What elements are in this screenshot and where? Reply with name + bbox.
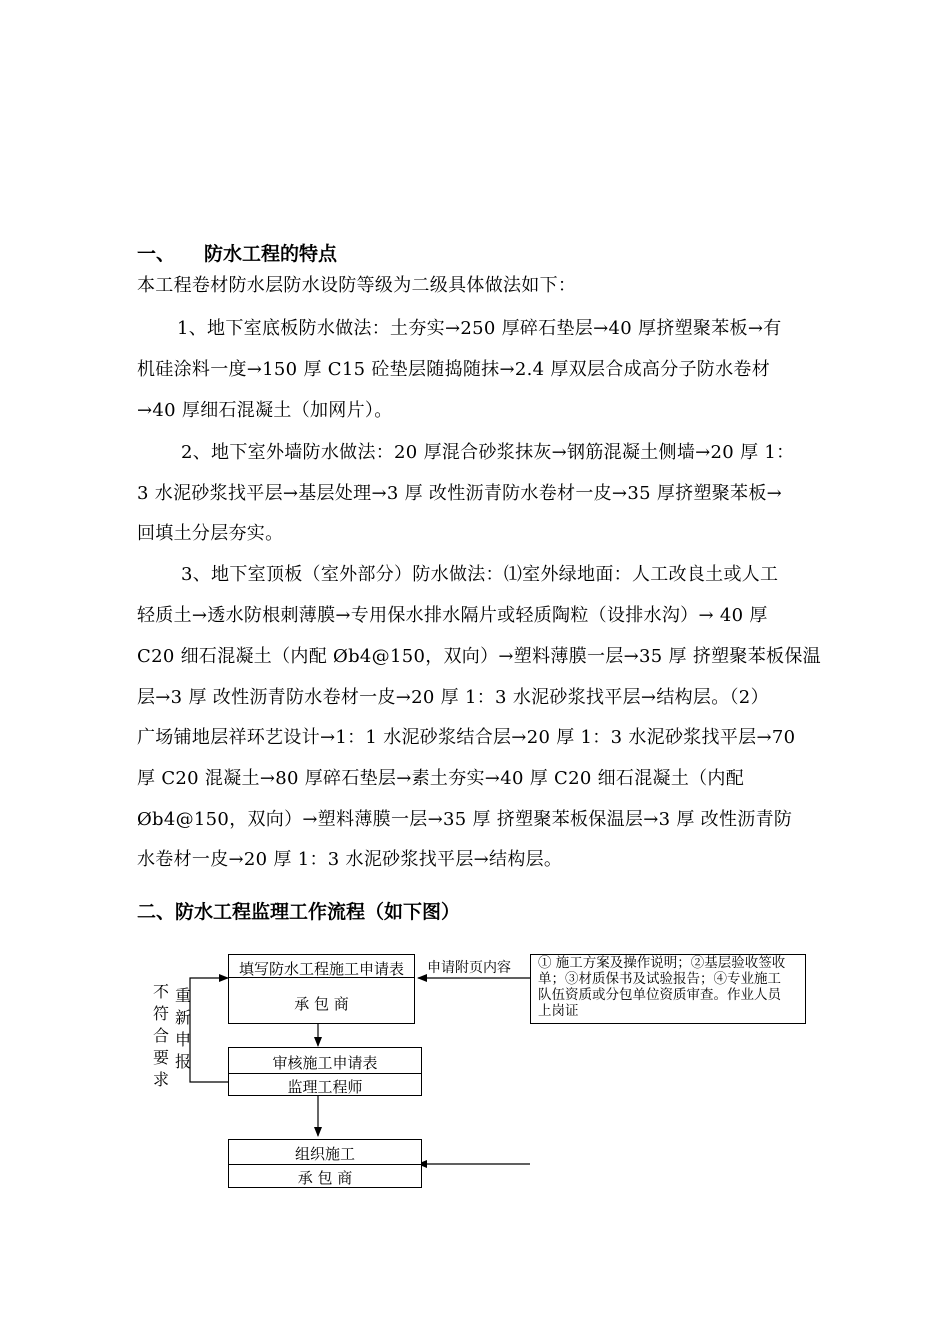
item3-line: 水卷材一皮→20 厚 1：3 水泥砂浆找平层→结构层。 xyxy=(137,849,563,870)
loop-label-char: 新 xyxy=(174,1008,191,1027)
item3-line: 广场铺地层祥环艺设计→1：1 水泥砂浆结合层→20 厚 1：3 水泥砂浆找平层→70 xyxy=(137,727,796,748)
construct-box-role: 承 包 商 xyxy=(297,1169,353,1187)
item1-line: 1、地下室底板防水做法：土夯实→250 厚碎石垫层→40 厚挤塑聚苯板→有 xyxy=(177,318,782,339)
item1-line: →40 厚细石混凝土（加网片）。 xyxy=(137,400,393,421)
loop-label-char: 报 xyxy=(174,1052,191,1071)
loop-label-char: 不 xyxy=(152,982,169,1001)
section1-number: 一、 xyxy=(137,243,176,265)
item3-line: 厚 C20 混凝土→80 厚碎石垫层→素土夯实→40 厚 C20 细石混凝土（内配 xyxy=(137,768,745,789)
attach-line: ① 施工方案及操作说明；②基层验收签收 xyxy=(538,955,786,971)
loop-label-char: 求 xyxy=(152,1070,169,1089)
apply-box-title: 填写防水工程施工申请表 xyxy=(238,960,404,978)
apply-box xyxy=(228,954,415,1024)
item3-line: Øb4@150，双向）→塑料薄膜一层→35 厚 挤塑聚苯板保温层→3 厚 改性沥青防 xyxy=(137,809,793,830)
section2-title: 二、防水工程监理工作流程（如下图） xyxy=(137,901,461,923)
attach-label: 申请附页内容 xyxy=(427,960,511,976)
review-box-role: 监理工程师 xyxy=(287,1078,363,1096)
apply-box-role: 承 包 商 xyxy=(294,995,349,1013)
attach-line: 单；③材质保书及试验报告；④专业施工 xyxy=(538,971,781,987)
review-box xyxy=(228,1047,422,1096)
construct-box xyxy=(228,1139,422,1188)
item3-line: 轻质土→透水防根刺薄膜→专用保水排水隔片或轻质陶粒（设排水沟）→ 40 厚 xyxy=(137,605,768,626)
attach-box xyxy=(530,954,806,1024)
loop-label-char: 申 xyxy=(174,1030,191,1049)
item2-line: 2、地下室外墙防水做法：20 厚混合砂浆抹灰→钢筋混凝土侧墙→20 厚 1： xyxy=(181,442,795,463)
construct-box-title: 组织施工 xyxy=(294,1145,355,1163)
loop-label-char: 要 xyxy=(152,1048,169,1067)
section1-intro: 本工程卷材防水层防水设防等级为二级具体做法如下： xyxy=(137,275,577,296)
loop-label-char: 重 xyxy=(174,986,191,1005)
loop-label-char: 符 xyxy=(152,1004,169,1023)
section1-title: 防水工程的特点 xyxy=(204,243,338,265)
review-box-title: 审核施工申请表 xyxy=(272,1054,378,1072)
arrow-resubmit-loop xyxy=(190,978,232,1082)
item1-line: 机硅涂料一度→150 厚 C15 砼垫层随捣随抹→2.4 厚双层合成高分子防水卷材 xyxy=(137,359,771,380)
item2-line: 回填土分层夯实。 xyxy=(137,523,284,544)
loop-label-char: 合 xyxy=(152,1026,169,1045)
attach-line: 队伍资质或分包单位资质审查。作业人员 xyxy=(538,987,781,1003)
item3-line: 3、地下室顶板（室外部分）防水做法：⑴室外绿地面：人工改良土或人工 xyxy=(181,564,779,585)
attach-line: 上岗证 xyxy=(538,1003,579,1019)
item3-line: C20 细石混凝土（内配 Øb4@150，双向）→塑料薄膜一层→35 厚 挤塑聚苯板保温 xyxy=(137,646,821,667)
item2-line: 3 水泥砂浆找平层→基层处理→3 厚 改性沥青防水卷材一皮→35 厚挤塑聚苯板→ xyxy=(137,483,783,504)
item3-line: 层→3 厚 改性沥青防水卷材一皮→20 厚 1：3 水泥砂浆找平层→结构层。（2） xyxy=(137,687,769,708)
